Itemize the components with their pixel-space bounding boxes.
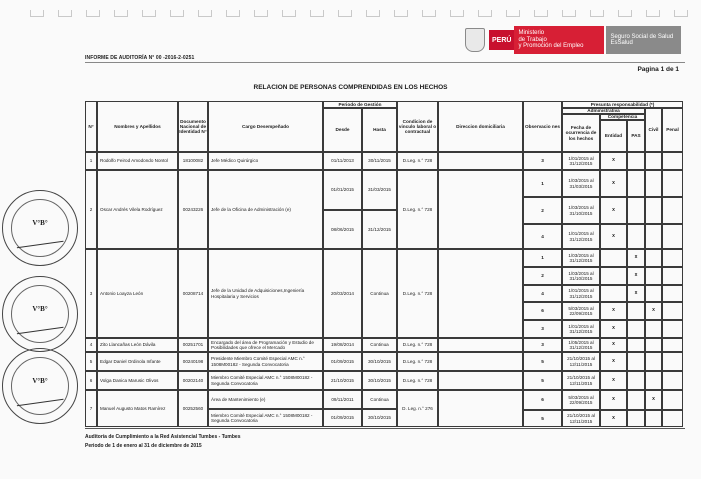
- mark-penal: [662, 338, 683, 352]
- person-dni: 00240198: [178, 352, 208, 371]
- fecha-ocurrencia: 21/10/2015 al 12/11/2015: [562, 371, 600, 390]
- condicion-vinculo: D. Leg. n.° 276: [397, 390, 438, 427]
- mark-pas: [627, 170, 645, 197]
- direccion-domiciliaria: [438, 338, 523, 352]
- observacion-number: 4: [523, 285, 562, 302]
- seal-inner-ring: [11, 357, 69, 415]
- periodo-hasta: Continua: [362, 249, 397, 338]
- observacion-number: 1: [523, 249, 562, 267]
- col-header-entidad: Entidad: [600, 120, 627, 152]
- control-seal-stamp: [2, 276, 78, 352]
- mark-pas: [627, 338, 645, 352]
- person-name: Edgar Daniel Ordinola Infante: [97, 352, 178, 371]
- mark-entidad: x: [600, 390, 627, 410]
- col-header-desde: Desde: [323, 108, 362, 152]
- row-number: 6: [85, 371, 97, 390]
- direccion-domiciliaria: [438, 352, 523, 371]
- observacion-number: 3: [523, 152, 562, 170]
- col-header-civil: Civil: [645, 108, 662, 152]
- observacion-number: 3: [523, 320, 562, 338]
- fecha-ocurrencia: 1/01/2015 al 31/12/2015: [562, 320, 600, 338]
- mark-entidad: x: [600, 410, 627, 427]
- periodo-desde: 08/06/2015: [323, 210, 362, 249]
- person-cargo: Miembro Comité Especial AMC n.° 1508M00182 - Segunda Convocatoria: [208, 409, 323, 427]
- mark-civil: [645, 267, 662, 285]
- row-number: 7: [85, 390, 97, 427]
- mark-civil: [645, 285, 662, 302]
- seal-vb-mark: V°B°: [32, 219, 48, 228]
- mark-penal: [662, 249, 683, 267]
- person-name: Manuel Augusto Matos Ramírez: [97, 390, 178, 427]
- fecha-ocurrencia: 1/03/2015 al 31/10/2015: [562, 267, 600, 285]
- person-cargo: Área de Mantenimiento (e): [208, 390, 323, 409]
- periodo-desde: 09/11/2011: [323, 390, 362, 409]
- fecha-ocurrencia: 1/03/2015 al 31/03/2015: [562, 170, 600, 197]
- observacion-number: 3: [523, 338, 562, 352]
- essalud-logo-text: Seguro Social de Salud EsSalud: [606, 26, 681, 54]
- fecha-ocurrencia: 5/03/2015 al 22/09/2015: [562, 302, 600, 320]
- direccion-domiciliaria: [438, 152, 523, 170]
- mark-entidad: [600, 249, 627, 267]
- periodo-hasta: 30/10/2015: [362, 371, 397, 390]
- col-header-administrativa: Administrativa: [562, 108, 645, 114]
- observacion-number: 1: [523, 170, 562, 197]
- mark-civil: [645, 249, 662, 267]
- mark-entidad: x: [600, 320, 627, 338]
- condicion-vinculo: D.Leg. n.° 728: [397, 338, 438, 352]
- col-header-observaciones: Observacio nes: [523, 101, 562, 152]
- row-number: 5: [85, 352, 97, 371]
- footer-period: Periodo de 1 de enero al 31 de diciembre de 2015: [85, 443, 202, 449]
- mark-civil: [645, 320, 662, 338]
- fecha-ocurrencia: 1/01/2015 al 31/12/2015: [562, 152, 600, 170]
- seal-inner-ring: [11, 199, 69, 257]
- fecha-ocurrencia: 1/03/2015 al 31/10/2015: [562, 197, 600, 224]
- periodo-hasta: 31/12/2015: [362, 210, 397, 249]
- observacion-number: 5: [523, 410, 562, 427]
- mark-pas: x: [627, 285, 645, 302]
- condicion-vinculo: D.Leg. n.° 728: [397, 152, 438, 170]
- periodo-desde: 19/08/2014: [323, 338, 362, 352]
- footer-divider: [85, 428, 685, 429]
- mark-penal: [662, 352, 683, 371]
- col-header-n: N°: [85, 101, 97, 152]
- document-title: RELACION DE PERSONAS COMPRENDIDAS EN LOS HECHOS: [253, 84, 448, 91]
- fecha-ocurrencia: 5/03/2015 al 22/09/2015: [562, 390, 600, 410]
- observacion-number: 6: [523, 302, 562, 320]
- col-header-direccion: Direccion domiciliaria: [438, 101, 523, 152]
- mark-pas: x: [627, 267, 645, 285]
- observacion-number: 4: [523, 224, 562, 249]
- person-cargo: Encargado del área de Programación y Estudio de Posibilidades que ofrece el Mercado: [208, 338, 323, 352]
- person-name: Volga Danica Marusic Olivos: [97, 371, 178, 390]
- mark-entidad: [600, 285, 627, 302]
- condicion-vinculo: D.Leg. n.° 728: [397, 170, 438, 249]
- mark-civil: [645, 152, 662, 170]
- person-dni: 18100082: [178, 152, 208, 170]
- observacion-number: 2: [523, 267, 562, 285]
- mark-civil: [645, 224, 662, 249]
- person-dni: 00252560: [178, 390, 208, 427]
- mark-entidad: x: [600, 302, 627, 320]
- control-seal-stamp: [2, 348, 78, 424]
- mark-pas: [627, 390, 645, 410]
- row-number: 4: [85, 338, 97, 352]
- mark-civil: [645, 170, 662, 197]
- mark-penal: [662, 224, 683, 249]
- periodo-hasta: Continua: [362, 390, 397, 409]
- person-dni: 00243226: [178, 170, 208, 249]
- peru-logo-text: PERÚ: [489, 30, 514, 50]
- col-header-documento: Documento Nacional de Identidad N°: [178, 101, 208, 152]
- direccion-domiciliaria: [438, 170, 523, 249]
- periodo-hasta: Continua: [362, 338, 397, 352]
- person-dni: 00208714: [178, 249, 208, 338]
- mark-entidad: x: [600, 197, 627, 224]
- direccion-domiciliaria: [438, 249, 523, 338]
- mark-pas: [627, 152, 645, 170]
- person-cargo: Jefe de la Unidad de Adquisiciones,Ingeniería Hospitalaria y Servicios: [208, 249, 323, 338]
- mark-civil: x: [645, 390, 662, 410]
- periodo-desde: 21/10/2015: [323, 371, 362, 390]
- mark-penal: [662, 152, 683, 170]
- seal-vb-mark: V°B°: [32, 377, 48, 386]
- observacion-number: 5: [523, 352, 562, 371]
- direccion-domiciliaria: [438, 390, 523, 427]
- person-dni: 00251701: [178, 338, 208, 352]
- col-header-presunta: Presunta responsabilidad (*): [562, 101, 683, 108]
- mark-civil: [645, 197, 662, 224]
- periodo-hasta: 31/03/2015: [362, 170, 397, 210]
- mark-penal: [662, 410, 683, 427]
- mark-penal: [662, 197, 683, 224]
- mark-civil: [645, 410, 662, 427]
- observacion-number: 6: [523, 390, 562, 410]
- mark-entidad: x: [600, 352, 627, 371]
- col-header-condicion: Condicion de vinculo laboral o contractual: [397, 101, 438, 152]
- col-header-penal: Penal: [662, 108, 683, 152]
- col-header-fecha: Fecha de ocurrencia de los hechos: [562, 114, 600, 152]
- mark-penal: [662, 285, 683, 302]
- periodo-desde: 01/09/2015: [323, 352, 362, 371]
- col-header-hasta: Hasta: [362, 108, 397, 152]
- periodo-hasta: 30/11/2015: [362, 152, 397, 170]
- fecha-ocurrencia: 21/10/2015 al 12/11/2015: [562, 410, 600, 427]
- periodo-desde: 01/11/2013: [323, 152, 362, 170]
- person-name: Oscar Andrés Vilela Rodríguez: [97, 170, 178, 249]
- person-name: Zito Llancañas León Dávila: [97, 338, 178, 352]
- condicion-vinculo: D.Leg. n.° 728: [397, 371, 438, 390]
- col-header-competencia: Competencia: [600, 114, 645, 120]
- mark-entidad: x: [600, 152, 627, 170]
- mark-penal: [662, 267, 683, 285]
- fecha-ocurrencia: 1/01/2015 al 31/12/2015: [562, 285, 600, 302]
- periodo-desde: 01/01/2015: [323, 170, 362, 210]
- ministerio-logo-text: Ministerio de Trabajo y Promoción del Empleo: [514, 26, 604, 54]
- mark-pas: [627, 224, 645, 249]
- row-number: 3: [85, 249, 97, 338]
- mark-pas: [627, 320, 645, 338]
- person-cargo: Jefe de la Oficina de Administración (e): [208, 170, 323, 249]
- periodo-desde: 01/09/2015: [323, 409, 362, 427]
- col-header-cargo: Cargo Desempeñado: [208, 101, 323, 152]
- mark-penal: [662, 170, 683, 197]
- mark-penal: [662, 320, 683, 338]
- mark-pas: [627, 352, 645, 371]
- row-number: 1: [85, 152, 97, 170]
- seal-vb-mark: V°B°: [32, 305, 48, 314]
- condicion-vinculo: D.Leg. n.° 728: [397, 249, 438, 338]
- control-seal-stamp: [2, 190, 78, 266]
- periodo-desde: 20/03/2014: [323, 249, 362, 338]
- mark-pas: [627, 197, 645, 224]
- observacion-number: 5: [523, 371, 562, 390]
- mark-pas: [627, 371, 645, 390]
- col-header-periodo: Periodo de Gestión: [323, 101, 397, 108]
- row-number: 2: [85, 170, 97, 249]
- mark-civil: x: [645, 302, 662, 320]
- mark-penal: [662, 302, 683, 320]
- person-cargo: Presidente Miembro Comité Especial AMC n.° 1508M00182 - Segunda Convocatoria: [208, 352, 323, 371]
- fecha-ocurrencia: 1/05/2015 al 31/12/2015: [562, 338, 600, 352]
- mark-penal: [662, 371, 683, 390]
- mark-entidad: x: [600, 338, 627, 352]
- mark-entidad: [600, 267, 627, 285]
- mark-civil: [645, 371, 662, 390]
- footer-audit-name: Auditoría de Cumplimiento a la Red Asistencial Tumbes - Tumbes: [85, 434, 241, 440]
- mark-civil: [645, 352, 662, 371]
- observacion-number: 2: [523, 197, 562, 224]
- mark-civil: [645, 338, 662, 352]
- periodo-hasta: 30/10/2015: [362, 409, 397, 427]
- report-number: INFORME DE AUDITORÍA N° 00 -2016-2-0251: [85, 55, 195, 61]
- mark-pas: x: [627, 249, 645, 267]
- seal-inner-ring: [11, 285, 69, 343]
- col-header-pas: PAS: [627, 120, 645, 152]
- mark-penal: [662, 390, 683, 410]
- person-cargo: Jefe Médico Quirúrgico: [208, 152, 323, 170]
- condicion-vinculo: D.Leg. n.° 728: [397, 352, 438, 371]
- col-header-nombres: Nombres y Apellidos: [97, 101, 178, 152]
- fecha-ocurrencia: 1/03/2015 al 31/12/2015: [562, 249, 600, 267]
- person-name: Rodolfo Feirod Amodondo Nontol: [97, 152, 178, 170]
- periodo-hasta: 30/10/2015: [362, 352, 397, 371]
- mark-pas: [627, 302, 645, 320]
- person-cargo: Miembro Comité Especial AMC n.° 1508M00182 - Segunda Convocatoria: [208, 371, 323, 390]
- page-number: Pagina 1 de 1: [637, 66, 679, 73]
- mark-entidad: x: [600, 170, 627, 197]
- person-dni: 00202140: [178, 371, 208, 390]
- mark-entidad: x: [600, 371, 627, 390]
- fecha-ocurrencia: 1/01/2015 al 31/12/2015: [562, 224, 600, 249]
- mark-entidad: x: [600, 224, 627, 249]
- person-name: Antonio Loayza León: [97, 249, 178, 338]
- fecha-ocurrencia: 21/10/2015 al 12/11/2015: [562, 352, 600, 371]
- mark-pas: [627, 410, 645, 427]
- direccion-domiciliaria: [438, 371, 523, 390]
